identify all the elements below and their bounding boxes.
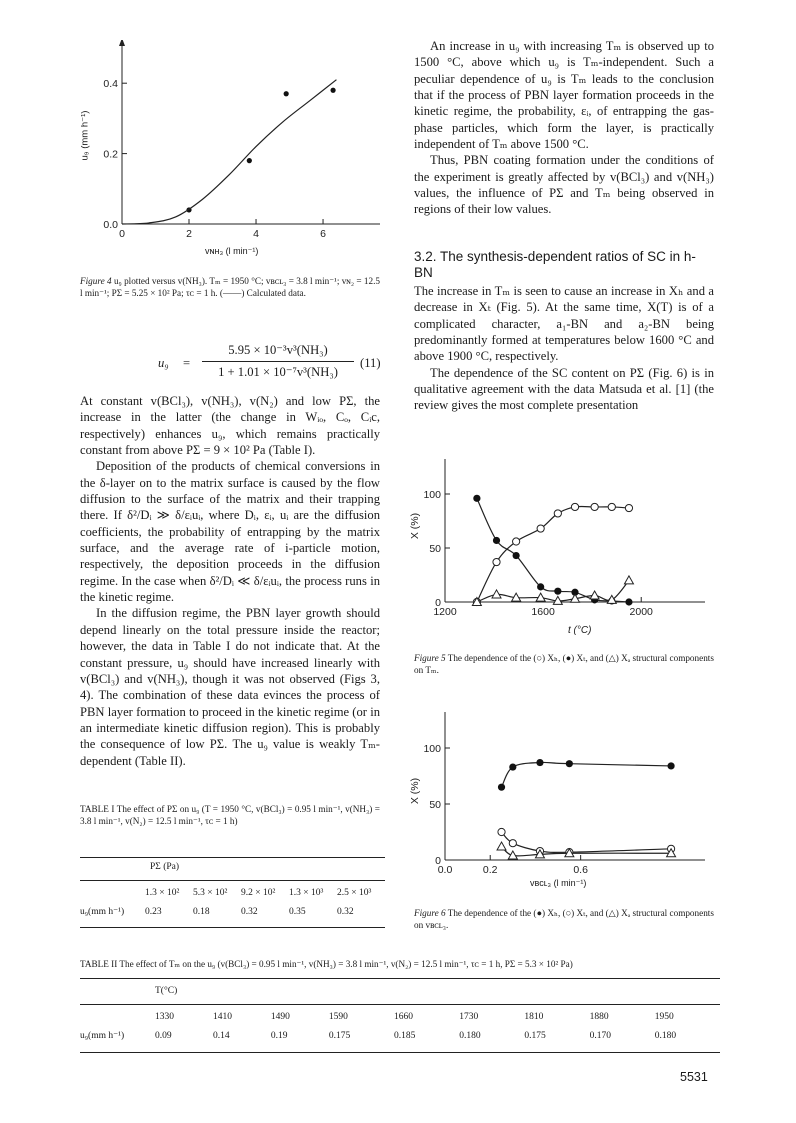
table-1-col-header: PΣ (Pa): [150, 862, 180, 872]
fig5-y-tick-label: 0: [435, 597, 441, 609]
fig5-series-line-1: [477, 498, 629, 602]
fig6-x-tick-label: 0.0: [437, 864, 453, 876]
table-1: [80, 888, 385, 917]
table-2-row-label: u₉(mm h⁻¹): [80, 1031, 125, 1041]
figure-4-caption: [80, 275, 380, 299]
figure-5-xlabel: t (°C): [568, 625, 592, 636]
fig5-x-tick-label: 1600: [531, 606, 555, 618]
equation-numerator: 5.95 × 10⁻³v³(NH₃): [228, 343, 328, 357]
table-2-top-rule: [80, 978, 720, 979]
fig5-point-open: [537, 525, 544, 532]
equation-lhs: u₉: [158, 356, 169, 370]
table-2-cell: 0.185: [394, 1030, 416, 1041]
right-column-text-top: [414, 38, 714, 218]
table-2-col: 1730: [459, 1012, 479, 1022]
table-2-cell: 0.14: [212, 1030, 230, 1041]
table-1-col: 9.2 × 10²: [241, 888, 276, 898]
fig4-y-arrow: [119, 40, 125, 46]
fig5-point-filled: [473, 495, 480, 502]
figure-6-ylabel-box: [405, 755, 425, 835]
table-1-cell: 0.32: [337, 906, 354, 917]
table-2-header-row: [80, 1012, 720, 1022]
table-1-bottom-rule: [80, 927, 385, 928]
fig5-point-filled: [513, 552, 520, 559]
table-2-cell: 0.175: [524, 1030, 546, 1041]
figure-4-ylabel-box: [70, 80, 100, 200]
table-2-cell: 0.180: [654, 1030, 677, 1041]
fig6-y-tick-label: 100: [423, 743, 441, 755]
table-2-bottom-rule: [80, 1052, 720, 1053]
figure-6-chart: [405, 700, 725, 885]
figure-6-xlabel: vʙᴄʟ₃ (l min⁻¹): [530, 878, 587, 888]
equation-fraction-bar: [202, 361, 354, 362]
fig6-series-line-1: [502, 832, 672, 852]
table-2-col: 1490: [270, 1012, 290, 1022]
fig6-point-open: [509, 840, 516, 847]
right-paragraph-2: Thus, PBN coating formation under the conditions of the experiment is greatly affected by v(BCl₃) and v(NH₃) values, the influence of PΣ and Tₘ being observed in regions of their low values.: [414, 153, 714, 217]
table-2-header-rule: [80, 1004, 720, 1005]
fig6-point-filled: [498, 784, 505, 791]
table-1-label: TABLE I: [80, 804, 115, 814]
table-1-data-row: [80, 906, 385, 917]
fig5-point-open: [608, 503, 615, 510]
table-2-col: 1590: [328, 1012, 348, 1022]
fig4-point-filled: [330, 88, 335, 93]
page-number: 5531: [680, 1070, 708, 1084]
table-2-caption: [80, 958, 720, 970]
left-paragraph-1: At constant v(BCl₃), v(NH₃), v(N₂) and low PΣ, the increase in the latter (the change in Wᵢₒ, Cₒ, Cᵢc, respectively) enhances u₉, which remains practically constant from above PΣ = 9 × 10² Pa (Table I).: [80, 394, 380, 458]
table-1-row-label: u₉(mm h⁻¹): [80, 907, 125, 917]
fig5-point-open: [625, 504, 632, 511]
table-2-caption-text: The effect of Tₘ on the u₉ (v(BCl₃) = 0.95 l min⁻¹, v(NH₃) = 3.8 l min⁻¹, v(N₂) = 12.5 l min⁻¹, τᴄ = 1 h, PΣ = 5.3 × 10² Pa): [119, 959, 573, 969]
fig5-point-open: [513, 538, 520, 545]
table-2-cell: 0.170: [589, 1030, 611, 1041]
fig6-y-tick-label: 50: [429, 799, 441, 811]
table-1-top-rule: [80, 857, 385, 858]
table-2-cell: 0.180: [459, 1030, 481, 1041]
table-2-col: 1660: [394, 1012, 413, 1022]
table-1-cell: 0.35: [289, 906, 306, 917]
figure-5-ylabel: X (%): [409, 512, 421, 540]
fig6-point-triangle: [497, 842, 506, 850]
fig5-point-open: [554, 510, 561, 517]
equation-denominator: 1 + 1.01 × 10⁻⁷v³(NH₃): [218, 365, 338, 379]
fig5-y-tick-label: 50: [429, 543, 441, 555]
table-2-col: 1410: [212, 1012, 232, 1022]
right-paragraph-3: The increase in Tₘ is seen to cause an increase in Xₕ and a decrease in Xₜ (Fig. 5). At the same time, X(T) is of a complicated character, a₁-BN and a₂-BN being predominantly formed at temperatures below 1600 °C and above 1900 °C, respectively.: [414, 284, 714, 364]
table-2-data-row: [80, 1030, 720, 1041]
fig5-x-tick-label: 1200: [433, 606, 457, 618]
fig6-point-filled: [509, 763, 516, 770]
fig6-point-filled: [667, 762, 674, 769]
fig4-point-filled: [284, 91, 289, 96]
fig4-point-filled: [247, 158, 252, 163]
right-paragraph-1: An increase in u₉ with increasing Tₘ is observed up to 1500 °C, above which u₉ is Tₘ-independent. Such a peculiar dependence of u₉ is Tₘ leads to the conclusion that if the process of PBN layer formation proceeds in the kinetic regime, the probability, εᵢ, of entrapping the gas-phase particles, which form the layer, is practically independent of Tₘ above 1500 °C.: [414, 39, 714, 152]
figure-4-chart: [80, 40, 380, 265]
fig4-y-tick-label: 0.4: [103, 78, 118, 91]
table-1-cell: 0.18: [193, 906, 210, 917]
figure-5-caption: [414, 652, 714, 676]
fig5-y-tick-label: 100: [423, 489, 441, 501]
table-1-caption-text: The effect of PΣ on u₉ (T = 1950 °C, v(BCl₃) = 0.95 l min⁻¹, v(NH₃) = 3.8 l min⁻¹, v(N₂) = 12.5 l min⁻¹, τᴄ = 1 h): [80, 804, 380, 827]
fig4-x-tick-label: 0: [119, 228, 125, 240]
equation-11: [80, 342, 380, 388]
table-2-col-header: T(°C): [155, 986, 178, 996]
fig5-x-tick-label: 2000: [629, 606, 653, 618]
table-1-col: 1.3 × 10²: [145, 888, 180, 898]
fig5-point-filled: [625, 598, 632, 605]
figure-6-ylabel: X (%): [409, 777, 421, 805]
figure-6-caption-label: Figure 6: [414, 908, 446, 918]
table-1-header-row: [80, 888, 385, 898]
fig4-series-line-1: [122, 80, 336, 224]
fig4-y-tick-label: 0.2: [103, 148, 118, 161]
table-1-col: 5.3 × 10²: [193, 888, 228, 898]
fig6-series-line-0: [502, 762, 672, 787]
right-paragraph-4: The dependence of the SC content on PΣ (Fig. 6) is in qualitative agreement with the data Matsuda et al. [1] (the review gives the most complete presentation: [414, 365, 714, 413]
right-column-text-bottom: [414, 283, 714, 414]
fig5-point-open: [493, 558, 500, 565]
fig6-y-tick-label: 0: [435, 855, 441, 867]
fig5-point-open: [571, 503, 578, 510]
figure-6-caption-text: The dependence of the (●) Xₕ, (○) Xₜ, and (△) Xₐ structural components on vʙᴄʟ₃.: [414, 908, 714, 931]
left-column-text: [80, 393, 380, 769]
figure-4-ylabel: u₉ (mm h⁻¹): [79, 110, 91, 161]
fig5-point-triangle: [590, 591, 599, 599]
table-2-col: 1950: [654, 1012, 674, 1022]
table-1-cell: 0.23: [145, 906, 162, 917]
table-1-header-rule: [80, 880, 385, 881]
table-1-col: 1.3 × 10³: [289, 888, 324, 898]
fig5-series-line-0: [477, 506, 629, 602]
table-2-col: 1810: [524, 1012, 544, 1022]
equation-number: (11): [360, 356, 381, 370]
fig4-x-tick-label: 6: [320, 228, 326, 240]
fig5-point-filled: [537, 583, 544, 590]
fig5-point-filled: [493, 537, 500, 544]
fig6-x-tick-label: 0.6: [573, 864, 588, 876]
fig4-x-tick-label: 4: [253, 228, 259, 240]
fig6-point-filled: [536, 759, 543, 766]
table-2-cell: 0.175: [328, 1030, 351, 1041]
fig4-x-tick-label: 2: [186, 228, 192, 240]
table-2-label: TABLE II: [80, 959, 118, 969]
fig6-point-filled: [566, 760, 573, 767]
table-1-col: 2.5 × 10³: [337, 888, 372, 898]
left-paragraph-3: In the diffusion regime, the PBN layer growth should depend linearly on the total pressure inside the reactor; however, the data in Table I do not indicate that. At the constant pressure, u₉ should have increased linearly with v(BCl₃) and v(NH₃), though it was not observed (Figs 3, 4). The combination of these data evinces the process of PBN layer formation to proceed in the kinetic regime (or in an intermediate kinetic diffusion region). This is probably the consequence of low PΣ. The u₉ value is weakly Tₘ-dependent (Table II).: [80, 606, 380, 768]
left-paragraph-2: Deposition of the products of chemical conversions in the δ-layer on to the matrix surface is caused by the flow diffusion to the surface of the matrix and their trapping there. If δ²/Dᵢ ≫ δ/εᵢuᵢ, where Dᵢ, εᵢ, uᵢ are the diffusion coefficients, the probability of entrapping by the matrix surface, and the average rate of i-particle motion, respectively, the deposition proceeds in the diffusion regime. In the case when δ²/Dᵢ ≪ δ/εᵢuᵢ, the process runs in the kinetic regime.: [80, 459, 380, 605]
figure-4-caption-label: Figure 4: [80, 276, 112, 286]
figure-5-caption-text: The dependence of the (○) Xₕ, (●) Xₜ, and (△) Xₐ structural components on Tₘ.: [414, 653, 714, 676]
fig5-point-filled: [554, 588, 561, 595]
figure-4-caption-text: u₉ plotted versus v(NH₃). Tₘ = 1950 °C; vʙᴄʟ₃ = 3.8 l min⁻¹; vɴ₂ = 12.5 l min⁻¹; PΣ = 5.25 × 10² Pa; τᴄ = 1 h. (——) Calculated data.: [80, 276, 380, 299]
fig6-point-open: [498, 828, 505, 835]
table-2-cell: 0.09: [155, 1030, 172, 1041]
figure-5-chart: [405, 455, 725, 640]
table-1-caption: [80, 803, 380, 827]
figure-5-ylabel-box: [405, 490, 425, 570]
fig5-point-triangle: [624, 576, 633, 584]
figure-4-xlabel: vɴʜ₃ (l min⁻¹): [205, 246, 259, 256]
fig5-point-open: [591, 503, 598, 510]
figure-5-caption-label: Figure 5: [414, 653, 446, 663]
table-2: [80, 1012, 720, 1041]
table-2-cell: 0.19: [270, 1030, 288, 1041]
fig4-y-tick-label: 0.0: [103, 219, 118, 231]
section-heading-3-2: 3.2. The synthesis-dependent ratios of SC in h-BN: [414, 249, 696, 280]
table-1-cell: 0.32: [241, 906, 258, 917]
figure-6-caption: [414, 907, 714, 931]
table-2-col: 1880: [589, 1012, 609, 1022]
table-2-col: 1330: [155, 1012, 174, 1022]
equation-equals: =: [183, 356, 191, 370]
fig6-x-tick-label: 0.2: [482, 864, 498, 876]
fig6-point-triangle: [508, 851, 517, 859]
